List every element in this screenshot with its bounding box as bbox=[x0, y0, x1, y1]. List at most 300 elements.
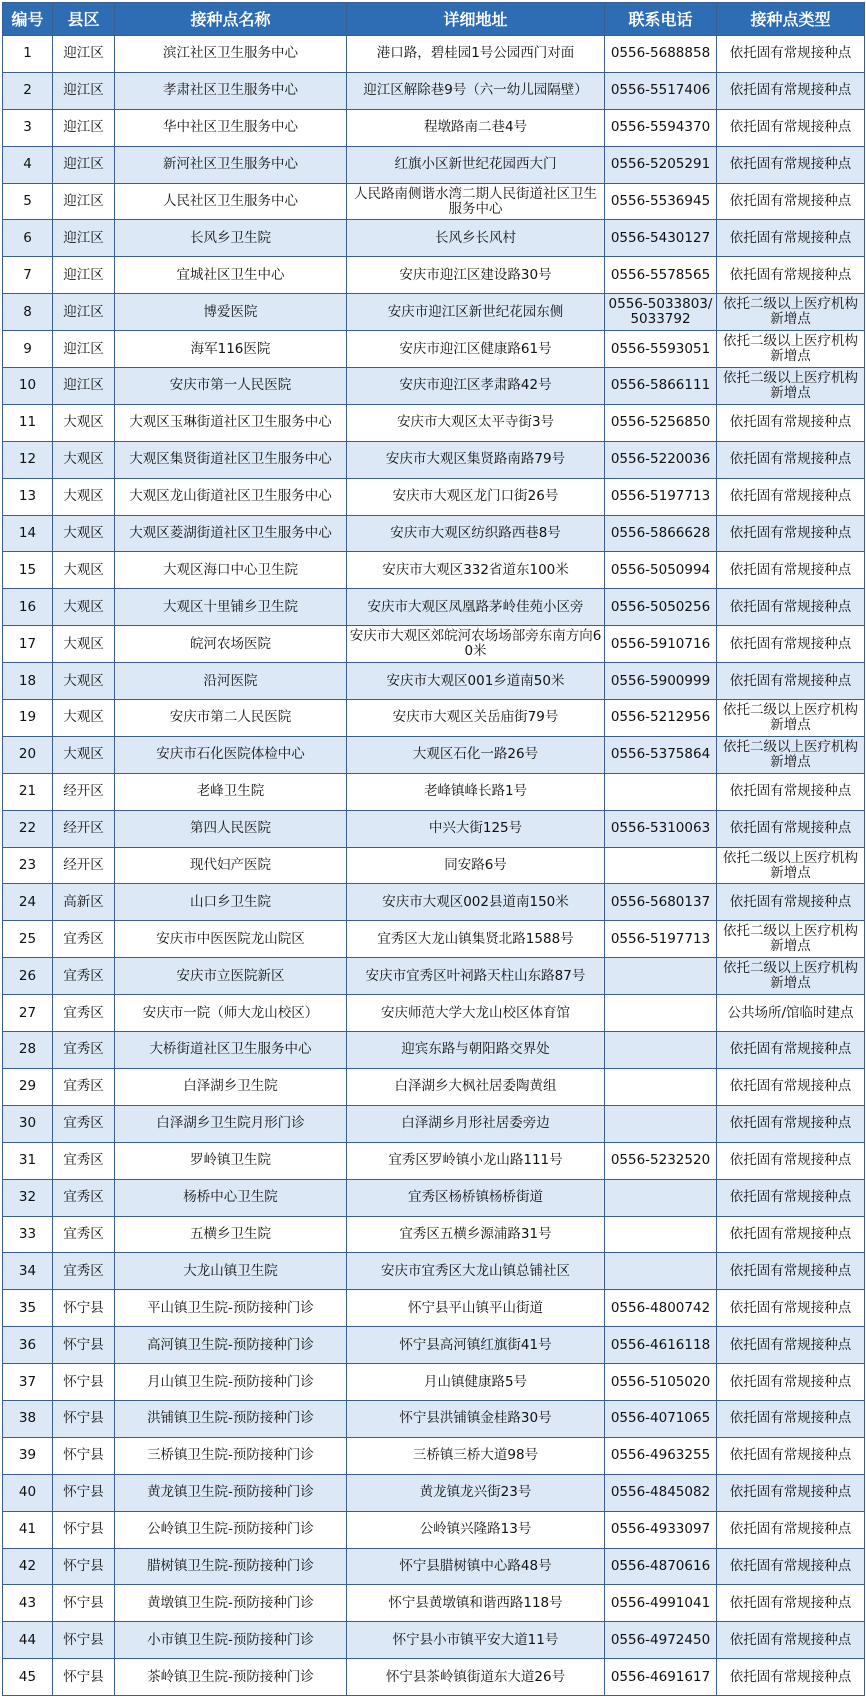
cell-district: 高新区 bbox=[53, 884, 115, 921]
cell-number: 44 bbox=[3, 1622, 53, 1659]
cell-site-name: 第四人民医院 bbox=[115, 810, 347, 847]
cell-site-type: 依托二级以上医疗机构新增点 bbox=[717, 847, 865, 884]
cell-site-name: 平山镇卫生院-预防接种门诊 bbox=[115, 1290, 347, 1327]
cell-site-type: 依托二级以上医疗机构新增点 bbox=[717, 700, 865, 737]
table-row bbox=[3, 478, 865, 515]
vaccination-site-table bbox=[2, 2, 865, 1696]
table-row bbox=[3, 515, 865, 552]
cell-phone: 0556-5375864 bbox=[605, 736, 717, 773]
cell-address: 安庆市宜秀区叶祠路天柱山东路87号 bbox=[347, 958, 605, 995]
cell-number: 22 bbox=[3, 810, 53, 847]
cell-district: 怀宁县 bbox=[53, 1622, 115, 1659]
cell-address: 安庆市迎江区建设路30号 bbox=[347, 257, 605, 294]
cell-site-name: 安庆市立医院新区 bbox=[115, 958, 347, 995]
cell-site-type: 依托固有常规接种点 bbox=[717, 1216, 865, 1253]
cell-site-type: 依托固有常规接种点 bbox=[717, 220, 865, 257]
cell-phone: 0556-4845082 bbox=[605, 1474, 717, 1511]
cell-phone: 0556-4870616 bbox=[605, 1548, 717, 1585]
cell-district: 迎江区 bbox=[53, 331, 115, 368]
table-row bbox=[3, 589, 865, 626]
cell-site-name: 茶岭镇卫生院-预防接种门诊 bbox=[115, 1659, 347, 1696]
cell-district: 怀宁县 bbox=[53, 1511, 115, 1548]
cell-address: 黄龙镇龙兴街23号 bbox=[347, 1474, 605, 1511]
cell-address: 安庆市大观区凤凰路茅岭佳苑小区旁 bbox=[347, 589, 605, 626]
cell-phone: 0556-5105020 bbox=[605, 1364, 717, 1401]
cell-number: 29 bbox=[3, 1068, 53, 1105]
cell-phone: 0556-5594370 bbox=[605, 109, 717, 146]
cell-site-name: 五横乡卫生院 bbox=[115, 1216, 347, 1253]
cell-address: 怀宁县洪铺镇金桂路30号 bbox=[347, 1400, 605, 1437]
cell-phone: 0556-4800742 bbox=[605, 1290, 717, 1327]
cell-number: 26 bbox=[3, 958, 53, 995]
cell-number: 33 bbox=[3, 1216, 53, 1253]
table-row bbox=[3, 1511, 865, 1548]
cell-address: 安庆市大观区332省道东100米 bbox=[347, 552, 605, 589]
cell-district: 宜秀区 bbox=[53, 921, 115, 958]
cell-address: 老峰镇峰长路1号 bbox=[347, 773, 605, 810]
cell-address: 月山镇健康路5号 bbox=[347, 1364, 605, 1401]
cell-address: 安庆市大观区纺织路西巷8号 bbox=[347, 515, 605, 552]
cell-number: 36 bbox=[3, 1327, 53, 1364]
table-row bbox=[3, 921, 865, 958]
table-row bbox=[3, 700, 865, 737]
cell-phone: 0556-5310063 bbox=[605, 810, 717, 847]
cell-site-name: 小市镇卫生院-预防接种门诊 bbox=[115, 1622, 347, 1659]
cell-site-name: 三桥镇卫生院-预防接种门诊 bbox=[115, 1437, 347, 1474]
cell-district: 宜秀区 bbox=[53, 995, 115, 1032]
table-row bbox=[3, 36, 865, 73]
cell-number: 11 bbox=[3, 404, 53, 441]
header-number: 编号 bbox=[3, 3, 53, 36]
cell-address: 人民路南侧谐水湾二期人民街道社区卫生服务中心 bbox=[347, 183, 605, 220]
cell-district: 大观区 bbox=[53, 404, 115, 441]
cell-district: 迎江区 bbox=[53, 294, 115, 331]
cell-address: 程墩路南二巷4号 bbox=[347, 109, 605, 146]
cell-district: 迎江区 bbox=[53, 109, 115, 146]
cell-phone bbox=[605, 773, 717, 810]
cell-district: 大观区 bbox=[53, 663, 115, 700]
cell-district: 宜秀区 bbox=[53, 958, 115, 995]
cell-number: 15 bbox=[3, 552, 53, 589]
cell-phone bbox=[605, 995, 717, 1032]
cell-district: 迎江区 bbox=[53, 257, 115, 294]
cell-site-type: 依托固有常规接种点 bbox=[717, 1622, 865, 1659]
cell-phone: 0556-4691617 bbox=[605, 1659, 717, 1696]
cell-site-name: 华中社区卫生服务中心 bbox=[115, 109, 347, 146]
cell-phone: 0556-5256850 bbox=[605, 404, 717, 441]
cell-site-name: 安庆市石化医院体检中心 bbox=[115, 736, 347, 773]
cell-phone: 0556-5205291 bbox=[605, 146, 717, 183]
table-row bbox=[3, 331, 865, 368]
cell-number: 42 bbox=[3, 1548, 53, 1585]
cell-number: 9 bbox=[3, 331, 53, 368]
cell-phone: 0556-5050256 bbox=[605, 589, 717, 626]
cell-address: 三桥镇三桥大道98号 bbox=[347, 1437, 605, 1474]
cell-number: 39 bbox=[3, 1437, 53, 1474]
cell-site-type: 依托二级以上医疗机构新增点 bbox=[717, 921, 865, 958]
cell-site-name: 沿河医院 bbox=[115, 663, 347, 700]
cell-district: 宜秀区 bbox=[53, 1142, 115, 1179]
cell-address: 怀宁县茶岭镇街道东大道26号 bbox=[347, 1659, 605, 1696]
header-district: 县区 bbox=[53, 3, 115, 36]
cell-address: 宜秀区五横乡源浦路31号 bbox=[347, 1216, 605, 1253]
cell-site-name: 长风乡卫生院 bbox=[115, 220, 347, 257]
cell-number: 13 bbox=[3, 478, 53, 515]
cell-number: 4 bbox=[3, 146, 53, 183]
cell-site-type: 依托固有常规接种点 bbox=[717, 1105, 865, 1142]
header-phone: 联系电话 bbox=[605, 3, 717, 36]
table-row bbox=[3, 146, 865, 183]
cell-district: 大观区 bbox=[53, 700, 115, 737]
cell-number: 12 bbox=[3, 441, 53, 478]
header-address: 详细地址 bbox=[347, 3, 605, 36]
cell-number: 21 bbox=[3, 773, 53, 810]
cell-site-type: 依托二级以上医疗机构新增点 bbox=[717, 958, 865, 995]
cell-address: 怀宁县腊树镇中心路48号 bbox=[347, 1548, 605, 1585]
cell-number: 41 bbox=[3, 1511, 53, 1548]
cell-address: 中兴大街125号 bbox=[347, 810, 605, 847]
table-row bbox=[3, 1659, 865, 1696]
table-row bbox=[3, 958, 865, 995]
cell-site-name: 安庆市中医医院龙山院区 bbox=[115, 921, 347, 958]
cell-address: 安庆市大观区龙门口街26号 bbox=[347, 478, 605, 515]
cell-phone bbox=[605, 1216, 717, 1253]
cell-number: 14 bbox=[3, 515, 53, 552]
table-body bbox=[3, 36, 865, 1696]
cell-district: 迎江区 bbox=[53, 368, 115, 405]
cell-address: 安庆市大观区太平寺街3号 bbox=[347, 404, 605, 441]
cell-site-name: 黄龙镇卫生院-预防接种门诊 bbox=[115, 1474, 347, 1511]
cell-site-type: 依托固有常规接种点 bbox=[717, 441, 865, 478]
cell-site-name: 滨江社区卫生服务中心 bbox=[115, 36, 347, 73]
cell-site-type: 依托固有常规接种点 bbox=[717, 773, 865, 810]
cell-address: 白泽湖乡大枫社居委陶黄组 bbox=[347, 1068, 605, 1105]
cell-site-name: 人民社区卫生服务中心 bbox=[115, 183, 347, 220]
cell-address: 安庆市大观区001乡道南50米 bbox=[347, 663, 605, 700]
cell-site-name: 宜城社区卫生中心 bbox=[115, 257, 347, 294]
cell-number: 40 bbox=[3, 1474, 53, 1511]
cell-site-type: 依托固有常规接种点 bbox=[717, 1364, 865, 1401]
cell-site-type: 依托二级以上医疗机构新增点 bbox=[717, 294, 865, 331]
cell-district: 怀宁县 bbox=[53, 1585, 115, 1622]
cell-district: 怀宁县 bbox=[53, 1400, 115, 1437]
cell-number: 34 bbox=[3, 1253, 53, 1290]
cell-phone: 0556-5050994 bbox=[605, 552, 717, 589]
cell-district: 经开区 bbox=[53, 847, 115, 884]
cell-district: 迎江区 bbox=[53, 72, 115, 109]
cell-address: 安庆市迎江区新世纪花园东侧 bbox=[347, 294, 605, 331]
cell-site-type: 依托固有常规接种点 bbox=[717, 183, 865, 220]
cell-site-name: 大龙山镇卫生院 bbox=[115, 1253, 347, 1290]
cell-district: 怀宁县 bbox=[53, 1659, 115, 1696]
cell-number: 6 bbox=[3, 220, 53, 257]
cell-phone bbox=[605, 1179, 717, 1216]
cell-phone: 0556-5680137 bbox=[605, 884, 717, 921]
cell-district: 怀宁县 bbox=[53, 1364, 115, 1401]
cell-site-type: 依托固有常规接种点 bbox=[717, 1511, 865, 1548]
table-row bbox=[3, 183, 865, 220]
cell-site-type: 依托固有常规接种点 bbox=[717, 1474, 865, 1511]
cell-site-name: 安庆市第一人民医院 bbox=[115, 368, 347, 405]
table-row bbox=[3, 1437, 865, 1474]
cell-district: 宜秀区 bbox=[53, 1253, 115, 1290]
cell-site-name: 杨桥中心卫生院 bbox=[115, 1179, 347, 1216]
cell-phone: 0556-5033803/5033792 bbox=[605, 294, 717, 331]
cell-district: 宜秀区 bbox=[53, 1105, 115, 1142]
cell-district: 迎江区 bbox=[53, 36, 115, 73]
cell-phone: 0556-5866111 bbox=[605, 368, 717, 405]
table-row bbox=[3, 552, 865, 589]
cell-number: 19 bbox=[3, 700, 53, 737]
cell-district: 怀宁县 bbox=[53, 1327, 115, 1364]
cell-site-name: 老峰卫生院 bbox=[115, 773, 347, 810]
cell-site-type: 依托固有常规接种点 bbox=[717, 146, 865, 183]
cell-phone: 0556-4991041 bbox=[605, 1585, 717, 1622]
cell-address: 安庆市大观区002县道南150米 bbox=[347, 884, 605, 921]
table-row bbox=[3, 1290, 865, 1327]
cell-site-type: 依托固有常规接种点 bbox=[717, 1253, 865, 1290]
table-row bbox=[3, 1622, 865, 1659]
cell-phone bbox=[605, 958, 717, 995]
cell-address: 红旗小区新世纪花园西大门 bbox=[347, 146, 605, 183]
cell-phone: 0556-5212956 bbox=[605, 700, 717, 737]
cell-phone: 0556-4972450 bbox=[605, 1622, 717, 1659]
cell-district: 经开区 bbox=[53, 810, 115, 847]
cell-site-type: 公共场所/馆临时建点 bbox=[717, 995, 865, 1032]
cell-site-type: 依托固有常规接种点 bbox=[717, 257, 865, 294]
cell-number: 20 bbox=[3, 736, 53, 773]
cell-district: 怀宁县 bbox=[53, 1474, 115, 1511]
cell-number: 18 bbox=[3, 663, 53, 700]
cell-site-name: 博爱医院 bbox=[115, 294, 347, 331]
table-row bbox=[3, 1548, 865, 1585]
cell-phone: 0556-5900999 bbox=[605, 663, 717, 700]
cell-site-type: 依托固有常规接种点 bbox=[717, 1032, 865, 1069]
table-row bbox=[3, 109, 865, 146]
cell-phone bbox=[605, 1253, 717, 1290]
cell-district: 迎江区 bbox=[53, 183, 115, 220]
cell-address: 迎江区解除巷9号（六一幼儿园隔壁） bbox=[347, 72, 605, 109]
cell-site-type: 依托固有常规接种点 bbox=[717, 1179, 865, 1216]
table-row bbox=[3, 1327, 865, 1364]
cell-address: 安庆市宜秀区大龙山镇总铺社区 bbox=[347, 1253, 605, 1290]
cell-district: 宜秀区 bbox=[53, 1216, 115, 1253]
cell-address: 长风乡长风村 bbox=[347, 220, 605, 257]
cell-district: 经开区 bbox=[53, 773, 115, 810]
cell-number: 24 bbox=[3, 884, 53, 921]
cell-address: 安庆师范大学大龙山校区体育馆 bbox=[347, 995, 605, 1032]
cell-district: 大观区 bbox=[53, 552, 115, 589]
header-site-name: 接种点名称 bbox=[115, 3, 347, 36]
cell-address: 安庆市大观区关岳庙街79号 bbox=[347, 700, 605, 737]
cell-address: 公岭镇兴隆路13号 bbox=[347, 1511, 605, 1548]
cell-number: 23 bbox=[3, 847, 53, 884]
cell-site-type: 依托固有常规接种点 bbox=[717, 1327, 865, 1364]
table-row bbox=[3, 1105, 865, 1142]
cell-site-type: 依托固有常规接种点 bbox=[717, 404, 865, 441]
cell-site-name: 大观区菱湖街道社区卫生服务中心 bbox=[115, 515, 347, 552]
cell-number: 30 bbox=[3, 1105, 53, 1142]
table-row bbox=[3, 441, 865, 478]
cell-phone bbox=[605, 1105, 717, 1142]
cell-phone: 0556-5688858 bbox=[605, 36, 717, 73]
cell-number: 28 bbox=[3, 1032, 53, 1069]
table-row bbox=[3, 257, 865, 294]
cell-district: 宜秀区 bbox=[53, 1068, 115, 1105]
cell-site-type: 依托固有常规接种点 bbox=[717, 1068, 865, 1105]
cell-site-type: 依托固有常规接种点 bbox=[717, 1585, 865, 1622]
cell-phone: 0556-5232520 bbox=[605, 1142, 717, 1179]
cell-site-name: 安庆市一院（师大龙山校区） bbox=[115, 995, 347, 1032]
cell-number: 8 bbox=[3, 294, 53, 331]
cell-phone: 0556-4963255 bbox=[605, 1437, 717, 1474]
cell-site-name: 山口乡卫生院 bbox=[115, 884, 347, 921]
cell-phone: 0556-5910716 bbox=[605, 626, 717, 663]
cell-site-type: 依托固有常规接种点 bbox=[717, 884, 865, 921]
table-row bbox=[3, 72, 865, 109]
cell-address: 怀宁县高河镇红旗街41号 bbox=[347, 1327, 605, 1364]
header-site-type: 接种点类型 bbox=[717, 3, 865, 36]
table-row bbox=[3, 810, 865, 847]
cell-site-type: 依托固有常规接种点 bbox=[717, 1659, 865, 1696]
cell-phone: 0556-5197713 bbox=[605, 478, 717, 515]
cell-site-name: 大桥街道社区卫生服务中心 bbox=[115, 1032, 347, 1069]
cell-address: 同安路6号 bbox=[347, 847, 605, 884]
cell-phone bbox=[605, 847, 717, 884]
cell-address: 大观区石化一路26号 bbox=[347, 736, 605, 773]
cell-address: 怀宁县平山镇平山街道 bbox=[347, 1290, 605, 1327]
cell-number: 35 bbox=[3, 1290, 53, 1327]
cell-site-type: 依托固有常规接种点 bbox=[717, 109, 865, 146]
cell-site-type: 依托固有常规接种点 bbox=[717, 1290, 865, 1327]
cell-district: 大观区 bbox=[53, 589, 115, 626]
cell-address: 港口路，碧桂园1号公园西门对面 bbox=[347, 36, 605, 73]
cell-district: 宜秀区 bbox=[53, 1179, 115, 1216]
cell-district: 宜秀区 bbox=[53, 1032, 115, 1069]
cell-phone bbox=[605, 1068, 717, 1105]
cell-site-type: 依托固有常规接种点 bbox=[717, 478, 865, 515]
cell-site-type: 依托二级以上医疗机构新增点 bbox=[717, 331, 865, 368]
table-row bbox=[3, 663, 865, 700]
cell-phone: 0556-5430127 bbox=[605, 220, 717, 257]
cell-district: 怀宁县 bbox=[53, 1290, 115, 1327]
cell-number: 32 bbox=[3, 1179, 53, 1216]
cell-site-name: 安庆市第二人民医院 bbox=[115, 700, 347, 737]
cell-phone bbox=[605, 1032, 717, 1069]
cell-site-name: 白泽湖乡卫生院月形门诊 bbox=[115, 1105, 347, 1142]
cell-site-name: 罗岭镇卫生院 bbox=[115, 1142, 347, 1179]
cell-number: 38 bbox=[3, 1400, 53, 1437]
cell-phone: 0556-5593051 bbox=[605, 331, 717, 368]
cell-site-type: 依托固有常规接种点 bbox=[717, 36, 865, 73]
table-row bbox=[3, 884, 865, 921]
cell-number: 16 bbox=[3, 589, 53, 626]
cell-site-type: 依托固有常规接种点 bbox=[717, 663, 865, 700]
table-row bbox=[3, 368, 865, 405]
cell-site-type: 依托二级以上医疗机构新增点 bbox=[717, 368, 865, 405]
table-row bbox=[3, 1474, 865, 1511]
cell-site-name: 白泽湖乡卫生院 bbox=[115, 1068, 347, 1105]
table-row bbox=[3, 294, 865, 331]
cell-site-name: 大观区龙山街道社区卫生服务中心 bbox=[115, 478, 347, 515]
cell-site-type: 依托固有常规接种点 bbox=[717, 72, 865, 109]
cell-site-type: 依托固有常规接种点 bbox=[717, 1437, 865, 1474]
table-row bbox=[3, 773, 865, 810]
cell-address: 安庆市迎江区健康路61号 bbox=[347, 331, 605, 368]
cell-number: 43 bbox=[3, 1585, 53, 1622]
cell-number: 2 bbox=[3, 72, 53, 109]
table-row bbox=[3, 1585, 865, 1622]
cell-address: 宜秀区罗岭镇小龙山路111号 bbox=[347, 1142, 605, 1179]
cell-phone: 0556-5536945 bbox=[605, 183, 717, 220]
cell-site-name: 现代妇产医院 bbox=[115, 847, 347, 884]
table-row bbox=[3, 1068, 865, 1105]
cell-address: 迎宾东路与朝阳路交界处 bbox=[347, 1032, 605, 1069]
cell-district: 大观区 bbox=[53, 626, 115, 663]
table-row bbox=[3, 995, 865, 1032]
cell-site-name: 大观区玉琳街道社区卫生服务中心 bbox=[115, 404, 347, 441]
cell-number: 45 bbox=[3, 1659, 53, 1696]
cell-phone: 0556-5220036 bbox=[605, 441, 717, 478]
cell-site-name: 月山镇卫生院-预防接种门诊 bbox=[115, 1364, 347, 1401]
cell-phone: 0556-5866628 bbox=[605, 515, 717, 552]
cell-site-type: 依托固有常规接种点 bbox=[717, 589, 865, 626]
cell-site-name: 大观区集贤街道社区卫生服务中心 bbox=[115, 441, 347, 478]
cell-district: 大观区 bbox=[53, 441, 115, 478]
table-row bbox=[3, 220, 865, 257]
cell-site-type: 依托固有常规接种点 bbox=[717, 552, 865, 589]
table-row bbox=[3, 1216, 865, 1253]
cell-site-type: 依托固有常规接种点 bbox=[717, 1548, 865, 1585]
table-row bbox=[3, 1400, 865, 1437]
cell-site-name: 皖河农场医院 bbox=[115, 626, 347, 663]
cell-phone: 0556-5197713 bbox=[605, 921, 717, 958]
cell-site-name: 公岭镇卫生院-预防接种门诊 bbox=[115, 1511, 347, 1548]
table-header-row bbox=[3, 3, 865, 36]
cell-district: 大观区 bbox=[53, 515, 115, 552]
cell-number: 27 bbox=[3, 995, 53, 1032]
cell-number: 31 bbox=[3, 1142, 53, 1179]
cell-site-type: 依托固有常规接种点 bbox=[717, 515, 865, 552]
cell-number: 25 bbox=[3, 921, 53, 958]
table-row bbox=[3, 1253, 865, 1290]
cell-site-type: 依托固有常规接种点 bbox=[717, 1142, 865, 1179]
cell-number: 10 bbox=[3, 368, 53, 405]
cell-phone: 0556-5517406 bbox=[605, 72, 717, 109]
cell-site-type: 依托固有常规接种点 bbox=[717, 810, 865, 847]
cell-address: 安庆市大观区集贤路南路79号 bbox=[347, 441, 605, 478]
table-row bbox=[3, 404, 865, 441]
cell-address: 安庆市迎江区孝肃路42号 bbox=[347, 368, 605, 405]
vaccination-site-table-image bbox=[2, 2, 864, 1702]
cell-district: 怀宁县 bbox=[53, 1437, 115, 1474]
cell-number: 1 bbox=[3, 36, 53, 73]
cell-site-name: 高河镇卫生院-预防接种门诊 bbox=[115, 1327, 347, 1364]
cell-site-type: 依托固有常规接种点 bbox=[717, 626, 865, 663]
cell-district: 怀宁县 bbox=[53, 1548, 115, 1585]
cell-site-name: 洪铺镇卫生院-预防接种门诊 bbox=[115, 1400, 347, 1437]
cell-number: 7 bbox=[3, 257, 53, 294]
cell-number: 3 bbox=[3, 109, 53, 146]
cell-district: 大观区 bbox=[53, 736, 115, 773]
cell-site-name: 黄墩镇卫生院-预防接种门诊 bbox=[115, 1585, 347, 1622]
cell-site-name: 大观区十里铺乡卫生院 bbox=[115, 589, 347, 626]
cell-address: 白泽湖乡月形社居委旁边 bbox=[347, 1105, 605, 1142]
table-row bbox=[3, 1179, 865, 1216]
table-row bbox=[3, 847, 865, 884]
cell-district: 迎江区 bbox=[53, 146, 115, 183]
cell-site-type: 依托固有常规接种点 bbox=[717, 1400, 865, 1437]
